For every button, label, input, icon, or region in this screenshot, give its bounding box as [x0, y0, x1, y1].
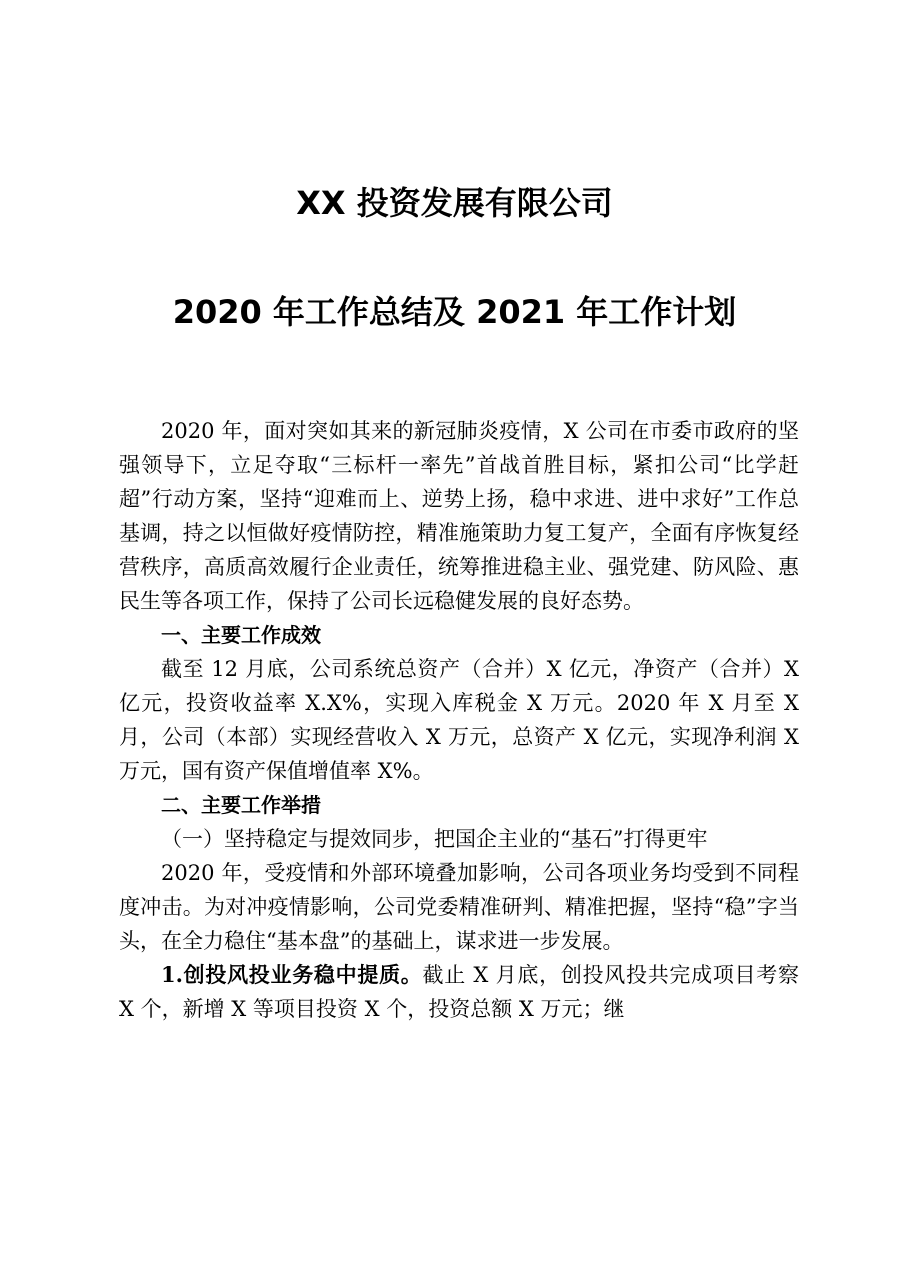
document-title-report: 2020 年工作总结及 2021 年工作计划 — [172, 293, 737, 331]
document-body — [119, 414, 799, 1026]
item-paragraph-venture — [119, 958, 799, 1026]
intro-paragraph: 2020 年，面对突如其来的新冠肺炎疫情，X 公司在市委市政府的坚强领导下，立足夺取“三标杆一率先”首战首胜目标，紧扣公司“比学赶超”行动方案，坚持“迎难而上、逆势上扬，稳中求进、进中求好”工作总基调，持之以恒做好疫情防控，精准施策助力复工复产，全面有序恢复经营秩序，高质高效履行企业责任，统筹推进稳主业、强党建、防风险、惠民生等各项工作，保持了公司长远稳健发展的良好态势。 — [119, 419, 799, 613]
stability-paragraph: 2020 年，受疫情和外部环境叠加影响，公司各项业务均受到不同程度冲击。为对冲疫情影响，公司党委精准研判、精准把握，坚持“稳”字当头，在全力稳住“基本盘”的基础上，谋求进一步发展。 — [119, 861, 799, 953]
document-title-company: XX 投资发展有限公司 — [296, 184, 613, 222]
item-lead-venture: 1.创投风投业务稳中提质。 — [161, 962, 423, 987]
section-heading-measures: 二、主要工作举措 — [161, 793, 321, 817]
section-heading-results: 一、主要工作成效 — [161, 623, 321, 647]
results-paragraph: 截至 12 月底，公司系统总资产（合并）X 亿元，净资产（合并）X 亿元，投资收益率 X.X%，实现入库税金 X 万元。2020 年 X 月至 X 月，公司（本部）实现经营收入 X 万元，总资产 X 亿元，实现净利润 X 万元，国有资产保值增值率 X%。 — [119, 657, 799, 783]
item-text-venture: 截止 X 月底，创投风投共完成项目考察 X 个，新增 X 等项目投资 X 个，投资总额 X 万元；继 — [119, 963, 799, 1021]
subsection-heading-stability: （一）坚持稳定与提效同步，把国企主业的“基石”打得更牢 — [161, 827, 708, 851]
